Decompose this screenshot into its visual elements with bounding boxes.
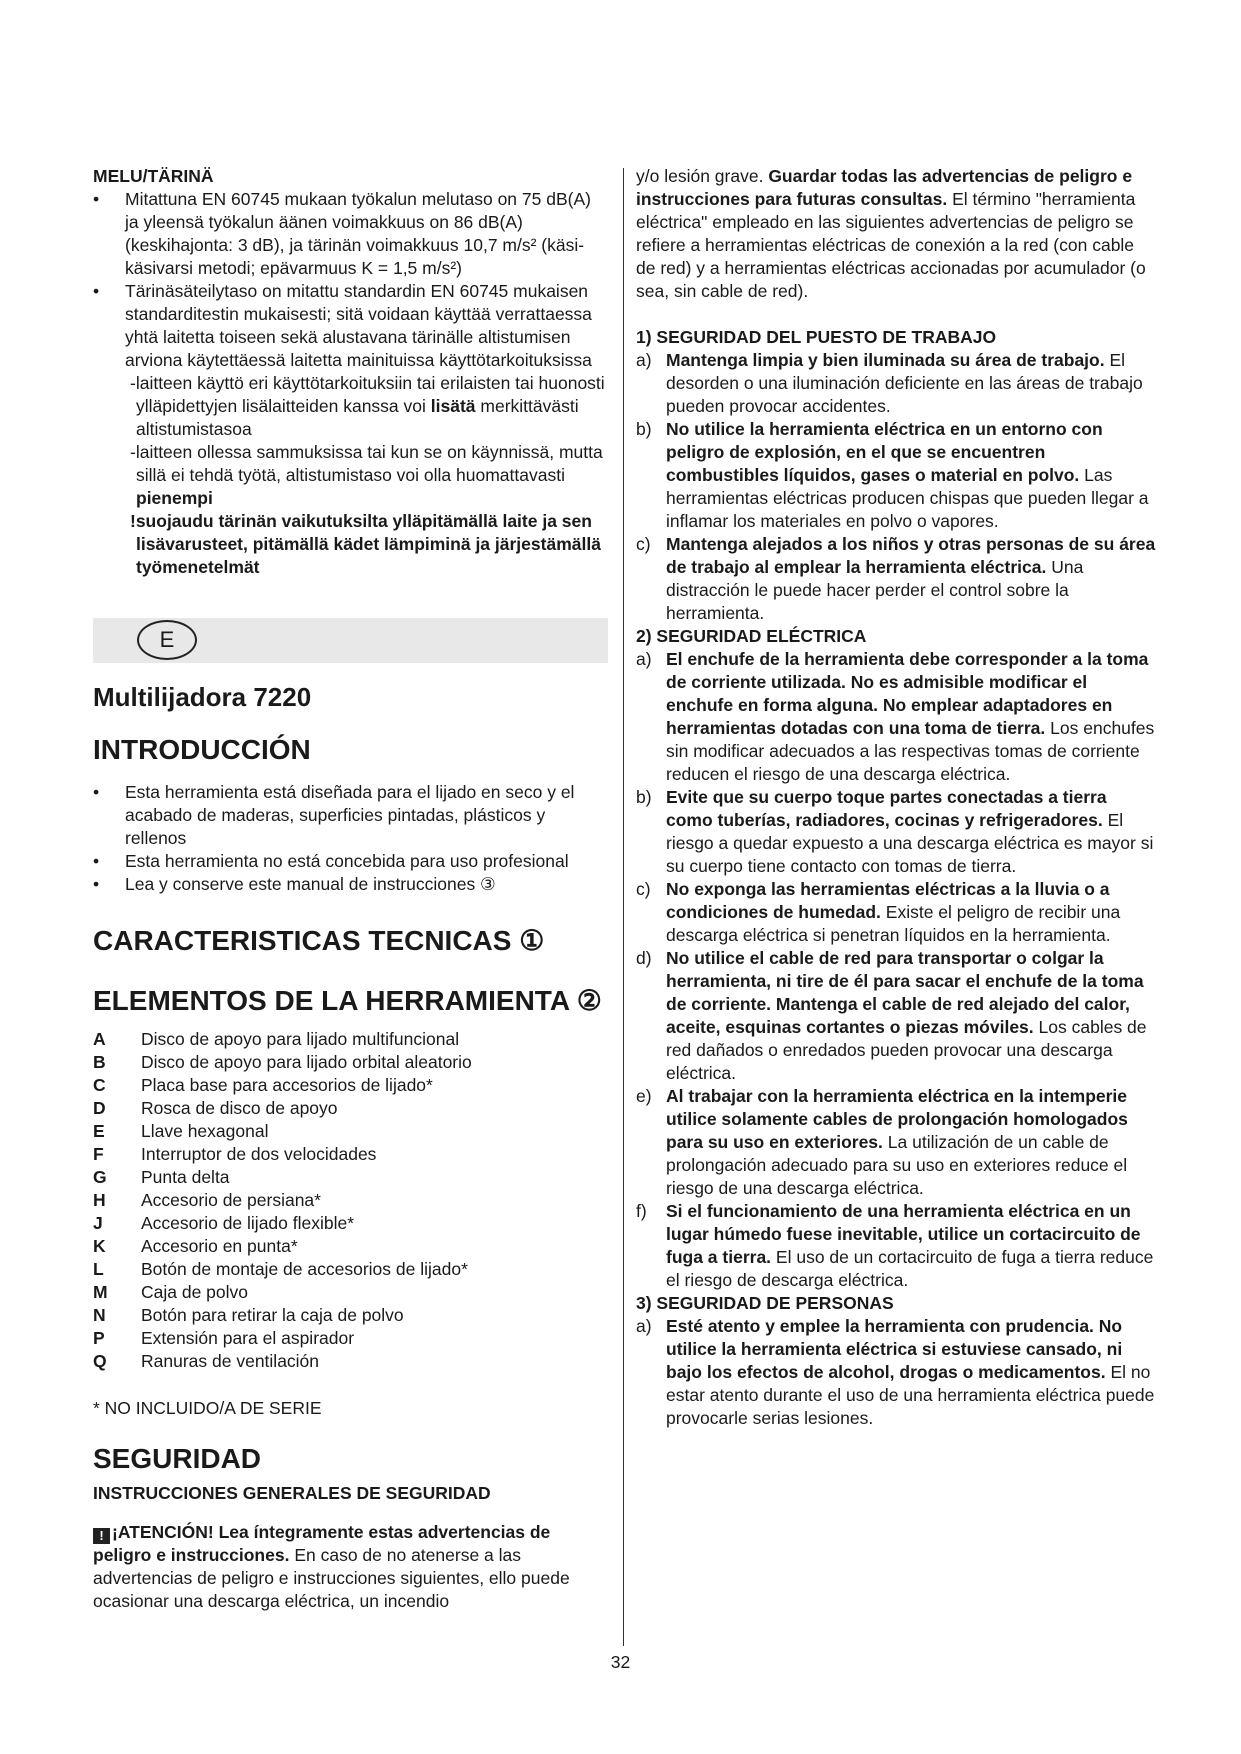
attention-paragraph: ! ¡ATENCIÓN! Lea íntegramente estas advertencias de peligro e instrucciones. En caso de no atenerse a las advertencias de peligro e instrucciones siguientes, ello puede ocasionar una descarga eléctrica, un incendio [93, 1522, 570, 1611]
list-item: • Esta herramienta está diseñada para el lijado en seco y el acabado de maderas, superficies pintadas, plásticos y rellenos [93, 781, 608, 850]
list-item: C Placa base para accesorios de lijado* [93, 1075, 433, 1095]
list-item: • Lea y conserve este manual de instrucciones ③ [93, 873, 608, 896]
melu-sub-2: -laitteen ollessa sammuksissa tai kun se on käynnissä, mutta sillä ei tehdä työtä, altistumistaso voi olla huomattavasti pienempi [130, 442, 603, 508]
list-item: P Extensión para el aspirador [93, 1328, 355, 1348]
continuation-paragraph: y/o lesión grave. Guardar todas las advertencias de peligro e instrucciones para futuras consultas. El término "herramienta eléctrica" empleado en las siguientes advertencias de peligro se refiere a herramientas eléctricas de conexión a la red (con cable de red) y a herramientas eléctricas accionadas por acumulador (o sea, sin cable de red). [636, 166, 1146, 301]
list-item: J Accesorio de lijado flexible* [93, 1213, 355, 1233]
language-badge: E [137, 620, 197, 660]
list-item: • Tärinäsäteilytaso on mitattu standardin EN 60745 mukaisen standarditestin mukaisesti; sitä voidaan käyttää verrattaessa yhtä laitetta toiseen sekä alustavana tärinälle altistumisen arviona käytettäessä laitetta mainituissa käyttötarkoituksissa [93, 280, 608, 372]
warning-triangle-icon: ! [93, 1528, 110, 1544]
list-item: e) Al trabajar con la herramienta eléctrica en la intemperie utilice solamente cables de prolongación homologados para su uso en exteriores. La utilización de un cable de prolongación adecuado para su uso en exteriores reduce el riesgo de una descarga eléctrica. [636, 1086, 1128, 1198]
list-item: Q Ranuras de ventilación [93, 1351, 320, 1371]
list-item: b) No utilice la herramienta eléctrica en un entorno con peligro de explosión, en el que se encuentren combustibles líquidos, gases o material en polvo. Las herramientas eléctricas producen chispas que pueden llegar a inflamar los materiales en polvo o vapores. [636, 419, 1149, 531]
intro-bullets [93, 781, 608, 896]
list-item: b) Evite que su cuerpo toque partes conectadas a tierra como tuberías, radiadores, cocinas y refrigeradores. El riesgo a quedar expuesto a una descarga eléctrica es mayor si su cuerpo tiene contacto con tomas de tierra. [636, 787, 1154, 876]
list-item: F Interruptor de dos velocidades [93, 1144, 377, 1164]
list-item: f) Si el funcionamiento de una herramienta eléctrica en un lugar húmedo fuese inevitable, utilice un cortacircuito de fuga a tierra. El uso de un cortacircuito de fuga a tierra reduce el riesgo de descarga eléctrica. [636, 1201, 1154, 1290]
list-item: H Accesorio de persiana* [93, 1190, 321, 1210]
list-item: a) Mantenga limpia y bien iluminada su área de trabajo. El desorden o una iluminación deficiente en las áreas de trabajo pueden provocar accidentes. [636, 350, 1143, 416]
list-item: d) No utilice el cable de red para transportar o colgar la herramienta, ni tire de él para sacar el enchufe de la toma de corriente. Mantenga el cable de red alejado del calor, aceite, esquinas cortantes o piezas móviles. Los cables de red dañados o enredados pueden provocar una descarga eléctrica. [636, 948, 1147, 1083]
melu-heading: MELU/TÄRINÄ [93, 166, 214, 186]
list-item: D Rosca de disco de apoyo [93, 1098, 338, 1118]
melu-sub-1: -laitteen käyttö eri käyttötarkoituksiin tai erilaisten tai huonosti ylläpidettyjen lisälaitteiden kanssa voi lisätä merkittävästi altistumistasoa [130, 373, 605, 439]
right-column [636, 165, 1158, 1430]
list-item: E Llave hexagonal [93, 1121, 269, 1141]
left-column [93, 165, 608, 1613]
safety-heading: SEGURIDAD [93, 1443, 262, 1474]
not-included-note: * NO INCLUIDO/A DE SERIE [93, 1398, 322, 1418]
list-item: M Caja de polvo [93, 1282, 249, 1302]
list-item: c) No exponga las herramientas eléctricas a la lluvia o a condiciones de humedad. Existe el peligro de recibir una descarga eléctrica si penetran líquidos en la herramienta. [636, 879, 1121, 945]
list-item: a) El enchufe de la herramienta debe corresponder a la toma de corriente utilizada. No es admisible modificar el enchufe en forma alguna. No emplear adaptadores en herramientas dotadas con una toma de tierra. Los enchufes sin modificar adecuados a las respectivas tomas de corriente reducen el riesgo de una descarga eléctrica. [636, 649, 1155, 784]
list-item: L Botón de montaje de accesorios de lijado* [93, 1259, 468, 1279]
list-item: • Mitattuna EN 60745 mukaan työkalun melutaso on 75 dB(A) ja yleensä työkalun äänen voimakkuus on 86 dB(A) (keskihajonta: 3 dB), ja tärinän voimakkuus 10,7 m/s² (käsi-käsivarsi metodi; epävarmuus K = 1,5 m/s²) [93, 188, 608, 280]
list-item: A Disco de apoyo para lijado multifuncional [93, 1029, 460, 1049]
page-number: 32 [610, 1652, 631, 1672]
list-item: c) Mantenga alejados a los niños y otras personas de su área de trabajo al emplear la herramienta eléctrica. Una distracción le puede hacer perder el control sobre la herramienta. [636, 534, 1156, 623]
section-2-heading: 2) SEGURIDAD ELÉCTRICA [636, 626, 867, 646]
list-item: a) Esté atento y emplee la herramienta con prudencia. No utilice la herramienta eléctrica si estuviese cansado, ni bajo los efectos de alcohol, drogas o medicamentos. El no estar atento durante el uso de una herramienta eléctrica puede provocarle serias lesiones. [636, 1316, 1155, 1428]
list-item: B Disco de apoyo para lijado orbital aleatorio [93, 1052, 472, 1072]
section-3-heading: 3) SEGURIDAD DE PERSONAS [636, 1293, 894, 1313]
melu-sub-3: !suojaudu tärinän vaikutuksilta ylläpitämällä laite ja sen lisävarusteet, pitämällä kädet lämpiminä ja järjestämällä työmenetelmät [130, 511, 601, 577]
list-item: G Punta delta [93, 1167, 230, 1187]
product-title: Multilijadora 7220 [93, 682, 312, 712]
language-band [93, 618, 608, 663]
intro-heading: INTRODUCCIÓN [93, 734, 311, 765]
melu-bullets [93, 188, 608, 372]
column-divider [623, 168, 624, 1646]
section-1-heading: 1) SEGURIDAD DEL PUESTO DE TRABAJO [636, 327, 997, 347]
list-item: K Accesorio en punta* [93, 1236, 298, 1256]
parts-list [93, 1028, 608, 1373]
list-item: • Esta herramienta no está concebida para uso profesional [93, 850, 608, 873]
list-item: N Botón para retirar la caja de polvo [93, 1305, 404, 1325]
tech-heading: CARACTERISTICAS TECNICAS ① [93, 925, 545, 956]
safety-subheading: INSTRUCCIONES GENERALES DE SEGURIDAD [93, 1483, 491, 1503]
elements-heading: ELEMENTOS DE LA HERRAMIENTA ② [93, 985, 602, 1016]
